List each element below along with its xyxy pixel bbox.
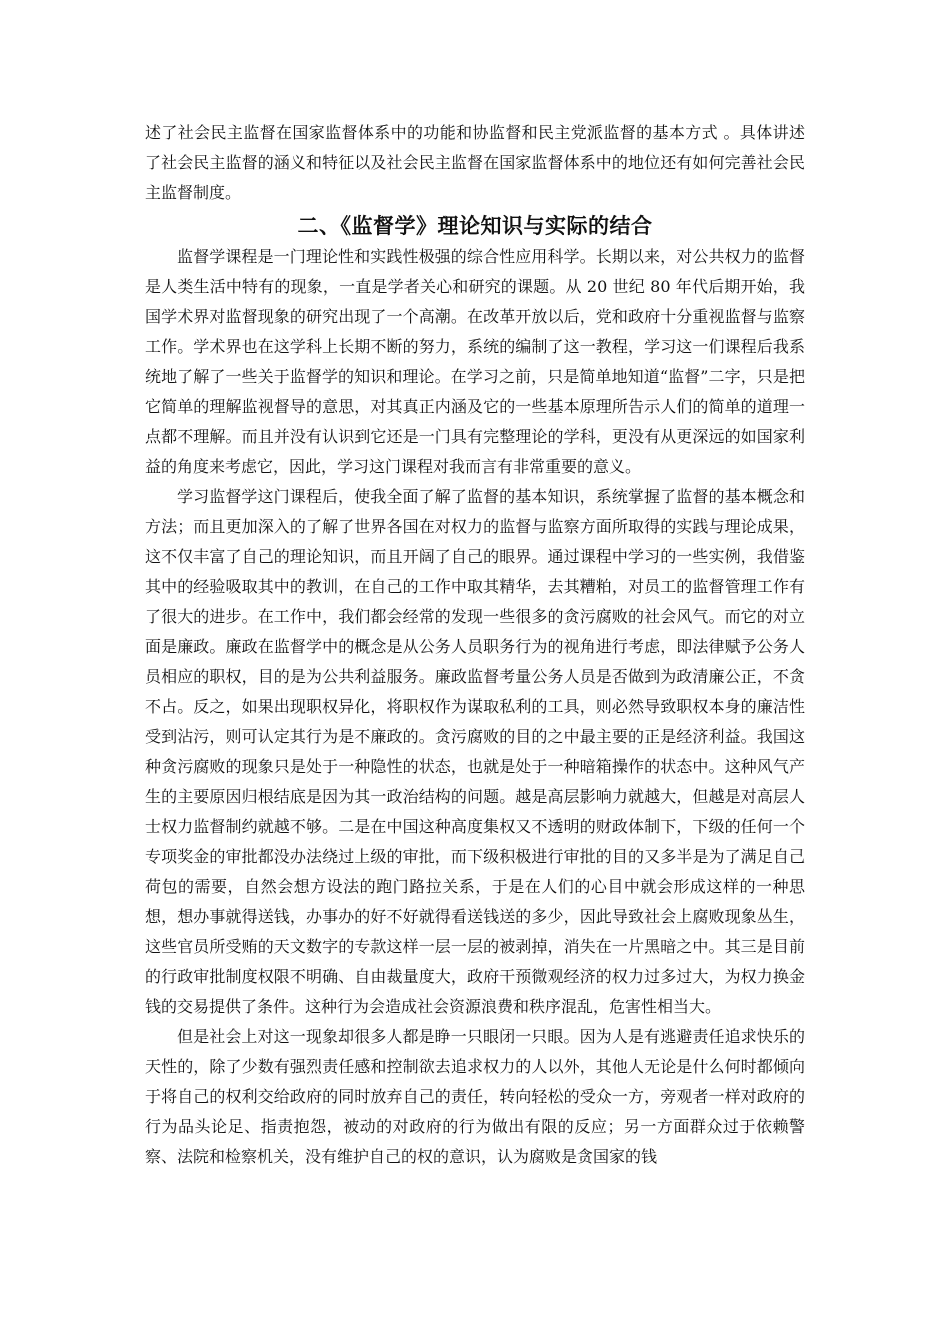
intro-paragraph: 述了社会民主监督在国家监督体系中的功能和协监督和民主党派监督的基本方式 。具体讲述了社会民主监督的涵义和特征以及社会民主监督在国家监督体系中的地位还有如何完善社会民主监督制度。 — [145, 123, 805, 202]
body-paragraph-1: 监督学课程是一门理论性和实践性极强的综合性应用科学。长期以来，对公共权力的监督是人类生活中特有的现象，一直是学者关心和研究的课题。从 20 世纪 80 年代后期开始，我国学术界对监督现象的研究出现了一个高潮。在改革开放以后，党和政府十分重视监督与监察工作。学术界也在这学科上长期不断的努力，系统的编制了这一教程，学习这一们课程后我系统地了解了一些关于监督学的知识和理论。在学习之前，只是简单地知道“监督”二字，只是把它简单的理解监视督导的意思，对其真正内涵及它的一些基本原理所告示人们的简单的道理一点都不理解。而且并没有认识到它还是一门具有完整理论的学科，更没有从更深远的如国家利益的角度来考虑它，因此，学习这门课程对我而言有非常重要的意义。 — [145, 247, 805, 476]
document-page — [145, 118, 805, 1172]
body-paragraph-2: 学习监督学这门课程后，使我全面了解了监督的基本知识，系统掌握了监督的基本概念和方法；而且更加深入的了解了世界各国在对权力的监督与监察方面所取得的实践与理论成果，这不仅丰富了自己的理论知识，而且开阔了自己的眼界。通过课程中学习的一些实例，我借鉴其中的经验吸取其中的教训，在自己的工作中取其精华，去其糟粕，对员工的监督管理工作有了很大的进步。在工作中，我们都会经常的发现一些很多的贪污腐败的社会风气。而它的对立面是廉政。廉政在监督学中的概念是从公务人员职务行为的视角进行考虑，即法律赋予公务人员相应的职权，目的是为公共利益服务。廉政监督考量公务人员是否做到为政清廉公正，不贪不占。反之，如果出现职权异化，将职权作为谋取私利的工具，则必然导致职权本身的廉洁性受到沾污，则可认定其行为是不廉政的。贪污腐败的目的之中最主要的正是经济利益。我国这种贪污腐败的现象只是处于一种隐性的状态，也就是处于一种暗箱操作的状态中。这种风气产生的主要原因归根结底是因为其一政治结构的问题。越是高层影响力就越大，但越是对高层人士权力监督制约就越不够。二是在中国这种高度集权又不透明的财政体制下，下级的任何一个专项奖金的审批都没办法绕过上级的审批，而下级积极进行审批的目的又多半是为了满足自己荷包的需要，自然会想方设法的跑门路拉关系，于是在人们的心目中就会形成这样的一种思想，想办事就得送钱，办事办的好不好就得看送钱送的多少，因此导致社会上腐败现象丛生，这些官员所受贿的天文数字的专款这样一层一层的被剥掉，消失在一片黑暗之中。其三是目前的行政审批制度权限不明确、自由裁量度大，政府干预微观经济的权力过多过大，为权力换金钱的交易提供了条件。这种行为会造成社会资源浪费和秩序混乱，危害性相当大。 — [145, 487, 805, 1016]
section-heading: 二、《监督学》理论知识与实际的结合 — [297, 214, 653, 238]
body-paragraph-3: 但是社会上对这一现象却很多人都是睁一只眼闭一只眼。因为人是有逃避责任追求快乐的天性的，除了少数有强烈责任感和控制欲去追求权力的人以外，其他人无论是什么何时都倾向于将自己的权利交给政府的同时放弃自己的责任，转向轻松的受众一方，旁观者一样对政府的行为品头论足、指责抱怨，被动的对政府的行为做出有限的反应；另一方面群众过于依赖警察、法院和检察机关，没有维护自己的权的意识，认为腐败是贪国家的钱 — [145, 1027, 805, 1166]
